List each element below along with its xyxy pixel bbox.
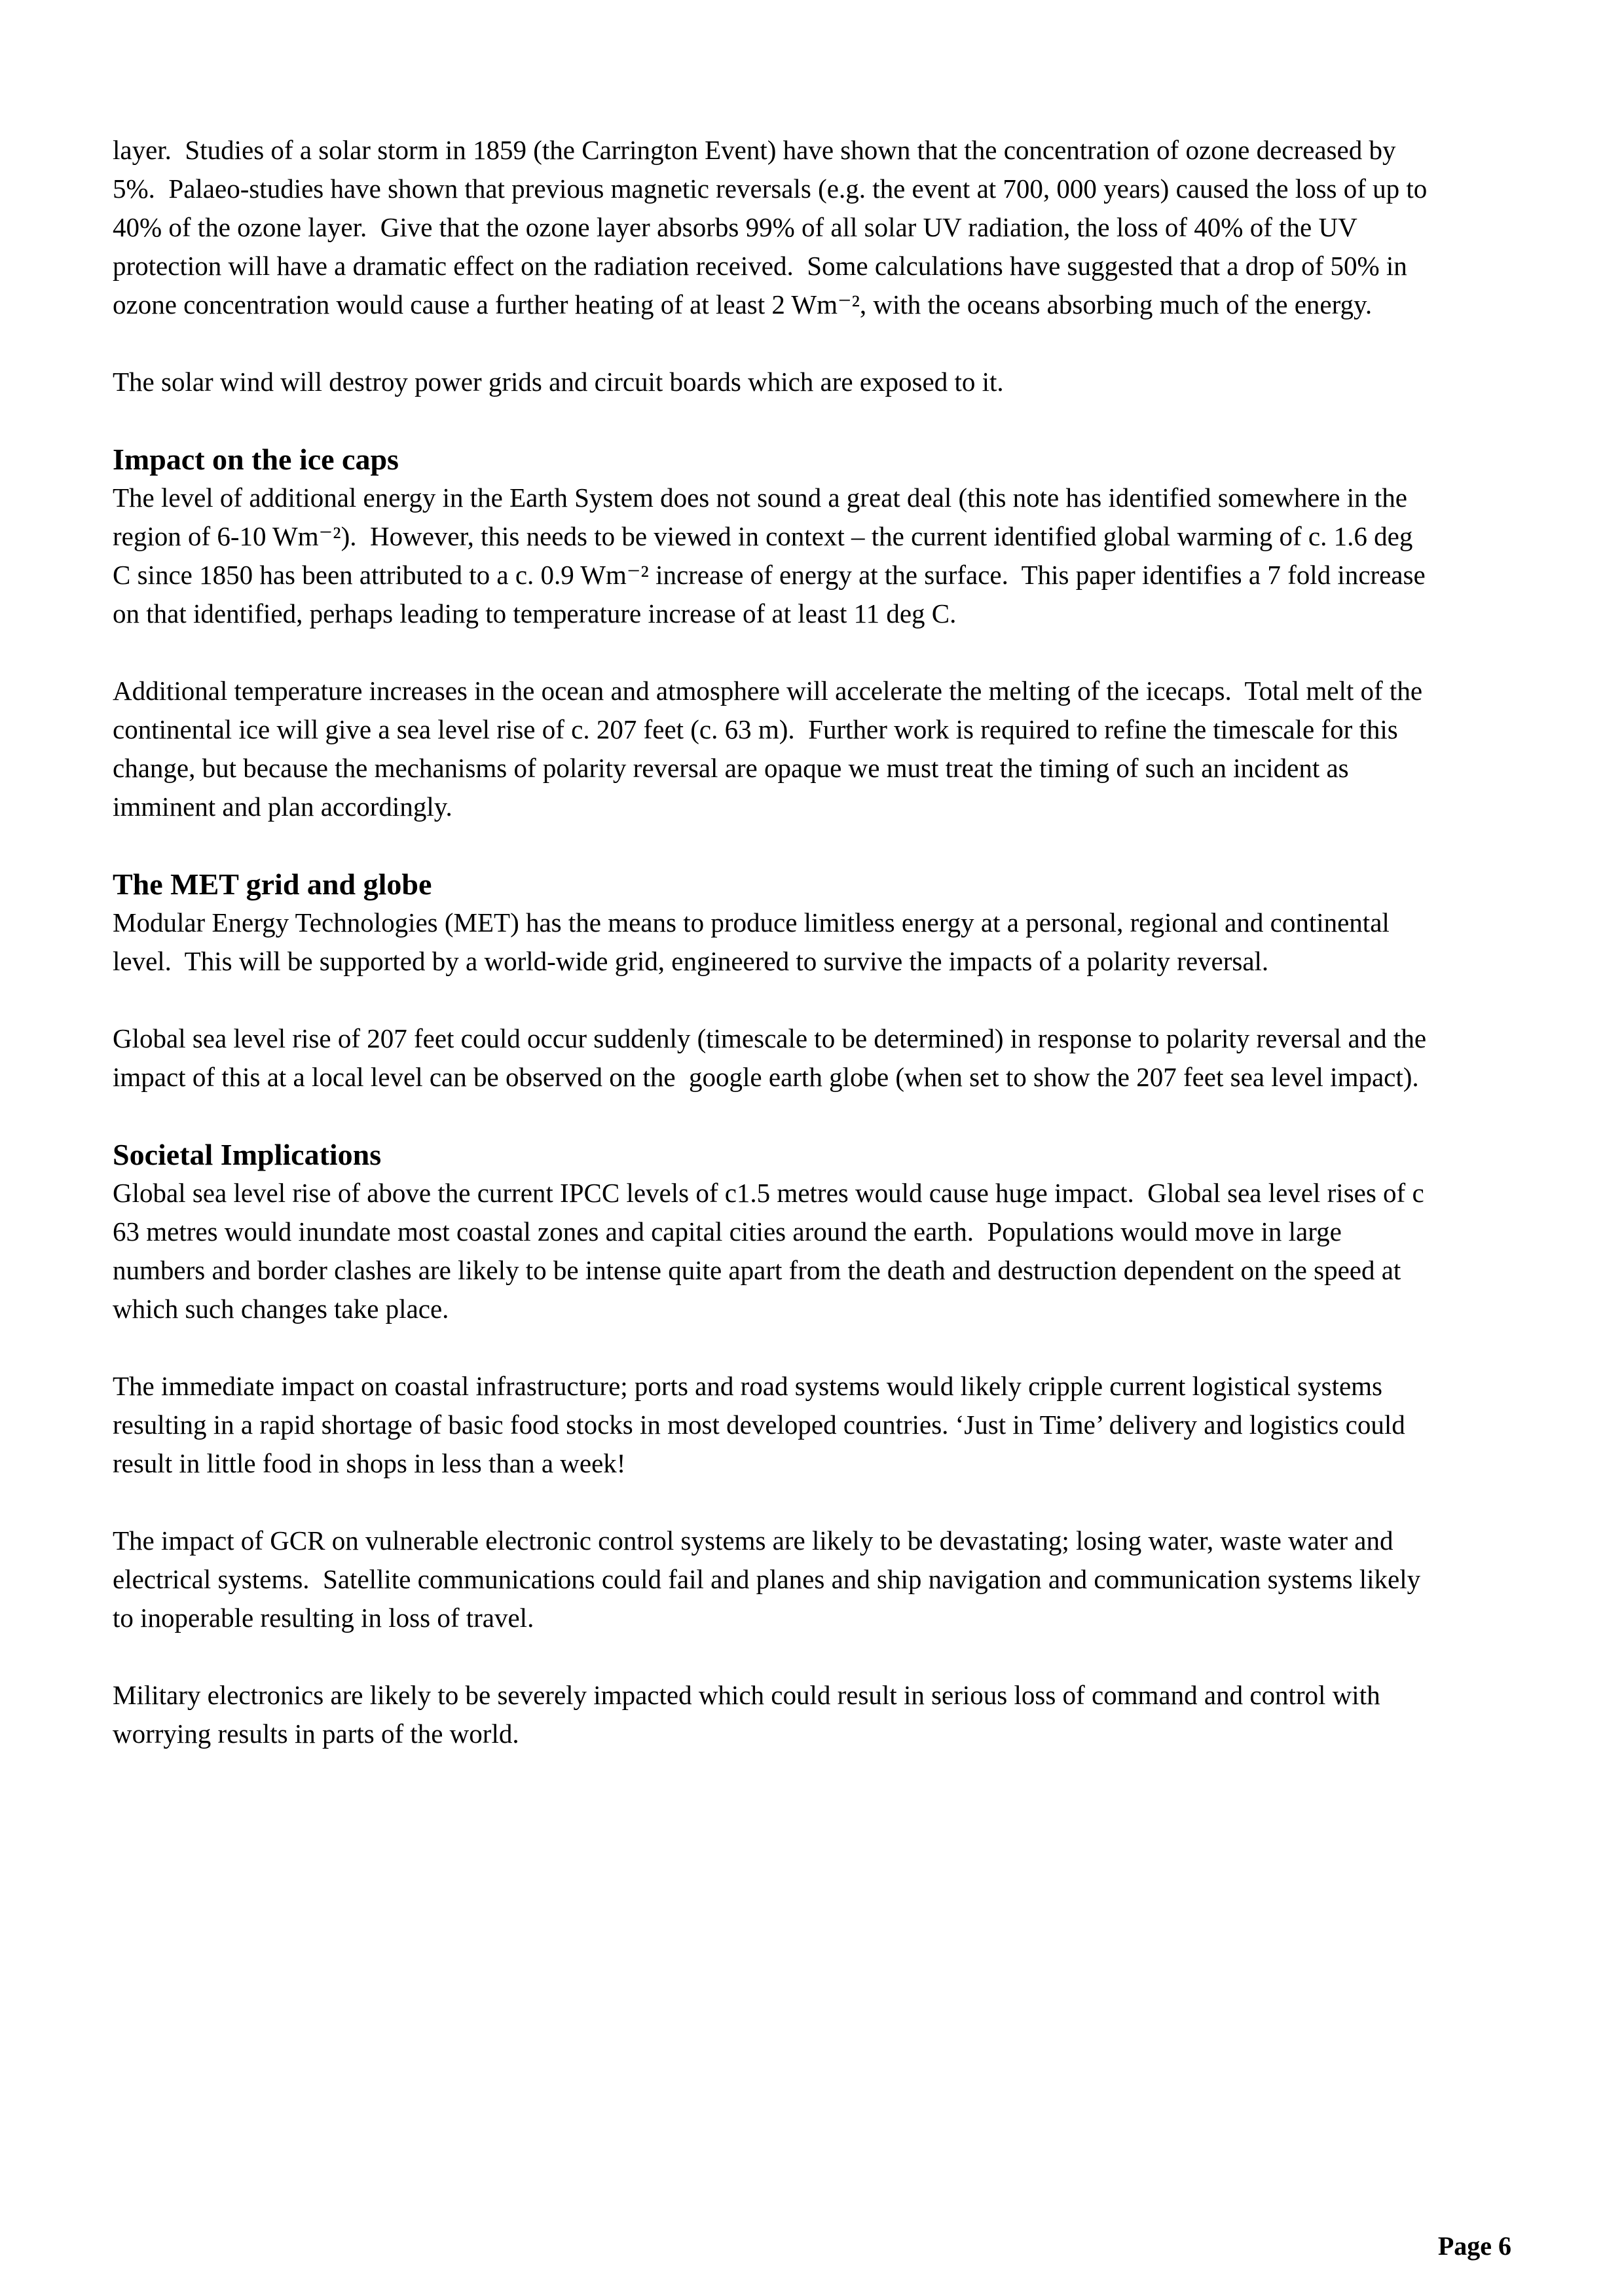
- section-heading-societal: Societal Implications: [113, 1138, 382, 1171]
- page-number: Page 6: [1437, 2231, 1511, 2261]
- paragraph-gcr-electronics: The impact of GCR on vulnerable electronic control systems are likely to be devastating; losing water, waste water and electrical systems. Satellite communications could fail and planes and ship navigation and communication systems likely to inoperable resulting in loss of travel.: [113, 1525, 1428, 1633]
- paragraph-societal-sea-level: Global sea level rise of above the current IPCC levels of c1.5 metres would cause huge impact. Global sea level rises of c 63 metres would inundate most coastal zones and capital cities around the earth. Populations would move in large numbers and border clashes are likely to be intense quite apart from the death and destruction dependent on the speed at which such changes take place.: [113, 1178, 1431, 1324]
- paragraph-ice-caps-melting: Additional temperature increases in the ocean and atmosphere will accelerate the melting of the icecaps. Total melt of the continental ice will give a sea level rise of c. 207 feet (c. 63 m). Further work is required to refine the timescale for this change, but because the mechanisms of polarity reversal are opaque we must treat the timing of such an incident as imminent and plan accordingly.: [113, 676, 1430, 822]
- paragraph-sea-level-globe: Global sea level rise of 207 feet could occur suddenly (timescale to be determined) in response to polarity reversal and the impact of this at a local level can be observed on the google earth globe (when set to show the 207 feet sea level impact).: [113, 1023, 1433, 1092]
- paragraph-ozone-layer: layer. Studies of a solar storm in 1859 (the Carrington Event) have shown that the concentration of ozone decreased by 5%. Palaeo-studies have shown that previous magnetic reversals (e.g. the event at 700, 000 years) caused the loss of up to 40% of the ozone layer. Give that the ozone layer absorbs 99% of all solar UV radiation, the loss of 40% of the UV protection will have a dramatic effect on the radiation received. Some calculations have suggested that a drop of 50% in ozone concentration would cause a further heating of at least 2 Wm⁻², with the oceans absorbing much of the energy.: [113, 135, 1434, 319]
- paragraph-ice-caps-energy: The level of additional energy in the Earth System does not sound a great deal (this note has identified somewhere in the region of 6-10 Wm⁻²). However, this needs to be viewed in context – the current identified global warming of c. 1.6 deg C since 1850 has been attributed to a c. 0.9 Wm⁻² increase of energy at the surface. This paper identifies a 7 fold increase on that identified, perhaps leading to temperature increase of at least 11 deg C.: [113, 483, 1432, 629]
- paragraph-coastal-infrastructure: The immediate impact on coastal infrastructure; ports and road systems would likely cripple current logistical systems resulting in a rapid shortage of basic food stocks in most developed countries. ‘Just in Time’ delivery and logistics could result in little food in shops in less than a week!: [113, 1371, 1412, 1478]
- paragraph-military-electronics: Military electronics are likely to be severely impacted which could result in serious loss of command and control with worrying results in parts of the world.: [113, 1680, 1387, 1749]
- section-heading-met-grid: The MET grid and globe: [113, 867, 432, 901]
- section-heading-ice-caps: Impact on the ice caps: [113, 443, 399, 476]
- paragraph-solar-wind: The solar wind will destroy power grids and circuit boards which are exposed to it.: [113, 367, 1004, 397]
- paragraph-met-technologies: Modular Energy Technologies (MET) has the means to produce limitless energy at a personal, regional and continental level. This will be supported by a world-wide grid, engineered to survive the impacts of a polarity reversal.: [113, 907, 1397, 976]
